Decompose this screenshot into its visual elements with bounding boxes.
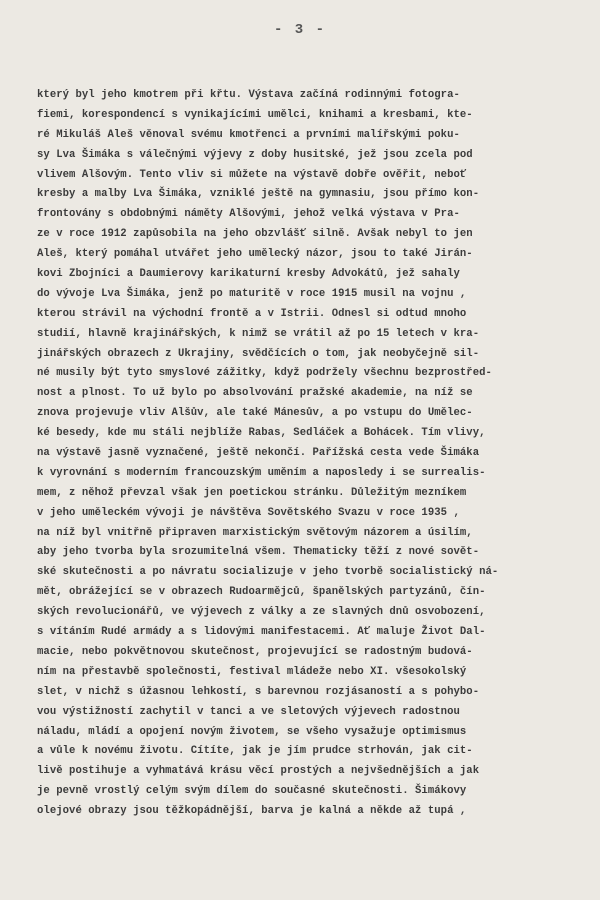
text-line: ze v roce 1912 zapůsobila na jeho obzvlášť silně. Avšak nebyl to jen	[37, 228, 473, 241]
text-line: ré Mikuláš Aleš věnoval svému kmotřenci a prvními malířskými poku-	[37, 128, 460, 141]
text-line: náladu, mládí a opojení novým životem, se všeho vysažuje optimismus	[37, 725, 467, 738]
text-line: aby jeho tvorba byla srozumitelná všem. Thematicky těží z nové sovět-	[37, 546, 480, 559]
text-line: jinářských obrazech z Ukrajiny, svědčících o tom, jak neobyčejně sil-	[37, 347, 480, 360]
text-line: nost a plnost. To už bylo po absolvování pražské akademie, na níž se	[37, 387, 473, 400]
text-line: mem, z něhož převzal však jen poetickou stránku. Důležitým mezníkem	[37, 486, 467, 499]
text-line: kterou strávil na východní frontě a v Istrii. Odnesl si odtud mnoho	[37, 307, 467, 320]
text-line: a vůle k novému životu. Cítíte, jak je jím prudce strhován, jak cit-	[37, 745, 473, 758]
text-line: na výstavě jasně vyznačené, ještě nekončí. Pařížská cesta vede Šimáka	[37, 447, 480, 460]
text-line: v jeho uměleckém vývoji je návštěva Sovětského Svazu v roce 1935 ,	[37, 506, 460, 519]
text-line: k vyrovnání s moderním francouzským uměním a naposledy i se surrealis-	[37, 466, 486, 479]
text-line: znova projevuje vliv Alšův, ale také Mánesův, a po vstupu do Umělec-	[37, 407, 473, 420]
text-line: s vítáním Rudé armády a s lidovými manifestacemi. Ať maluje Život Dal-	[37, 626, 486, 639]
text-line: ské skutečnosti a po návratu socializuje v jeho tvorbě socialistický ná-	[37, 566, 499, 579]
text-line: vou výstižností zachytil v tanci a ve sletových výjevech radostnou	[37, 705, 460, 718]
text-line: ké besedy, kde mu stáli nejblíže Rabas, Sedláček a Bohácek. Tím vlivy,	[37, 427, 486, 440]
text-line: olejové obrazy jsou těžkopádnější, barva je kalná a někde až tupá ,	[37, 805, 467, 818]
page-number: - 3 -	[273, 22, 326, 38]
text-line: kresby a malby Lva Šimáka, vzniklé ještě na gymnasiu, jsou přímo kon-	[37, 188, 480, 201]
text-line: sy Lva Šimáka s válečnými výjevy z doby husitské, jež jsou zcela pod	[37, 148, 473, 161]
text-line: fiemi, korespondencí s vynikajícími umělci, knihami a kresbami, kte-	[37, 108, 473, 121]
text-line: macie, nebo pokvětnovou skutečnost, projevující se radostným budová-	[37, 645, 473, 658]
text-line: do vývoje Lva Šimáka, jenž po maturitě v roce 1915 musil na vojnu ,	[37, 287, 467, 300]
text-line: studií, hlavně krajinářských, k nimž se vrátil až po 15 letech v kra-	[37, 327, 480, 340]
text-line: kovi Zbojníci a Daumierovy karikaturní kresby Advokátů, jež sahaly	[37, 268, 460, 281]
text-line: slet, v nichž s úžasnou lehkostí, s barevnou rozjásaností a s pohybo-	[37, 685, 480, 698]
body-text	[37, 86, 577, 822]
text-line: né musily být tyto smyslové zážitky, když podržely všechnu bezprostřed-	[37, 367, 492, 380]
text-line: Aleš, který pomáhal utvářet jeho umělecký názor, jsou to také Jirán-	[37, 248, 473, 261]
text-line: je pevně vrostlý celým svým dílem do současné skutečnosti. Šimákovy	[37, 785, 467, 798]
text-line: ských revolucionářů, ve výjevech z války a ze slavných dnů osvobození,	[37, 606, 486, 619]
text-line: mět, obrážející se v obrazech Rudoarmějců, španělských partyzánů, čín-	[37, 586, 486, 599]
text-line: který byl jeho kmotrem při křtu. Výstava začíná rodinnými fotogra-	[37, 89, 460, 101]
text-line: ním na přestavbě společnosti, festival mládeže nebo XI. všesokolský	[37, 665, 467, 678]
text-line: na níž byl vnitřně připraven marxistickým světovým názorem a úsilím,	[37, 526, 473, 539]
text-line: vlivem Alšovým. Tento vliv si můžete na výstavě dobře ověřit, neboť	[37, 168, 467, 181]
text-line: livě postihuje a vyhmatává krásu věcí prostých a nejvšednějších a jak	[37, 765, 480, 778]
text-line: frontovány s obdobnými náměty Alšovými, jehož velká výstava v Pra-	[37, 208, 460, 221]
